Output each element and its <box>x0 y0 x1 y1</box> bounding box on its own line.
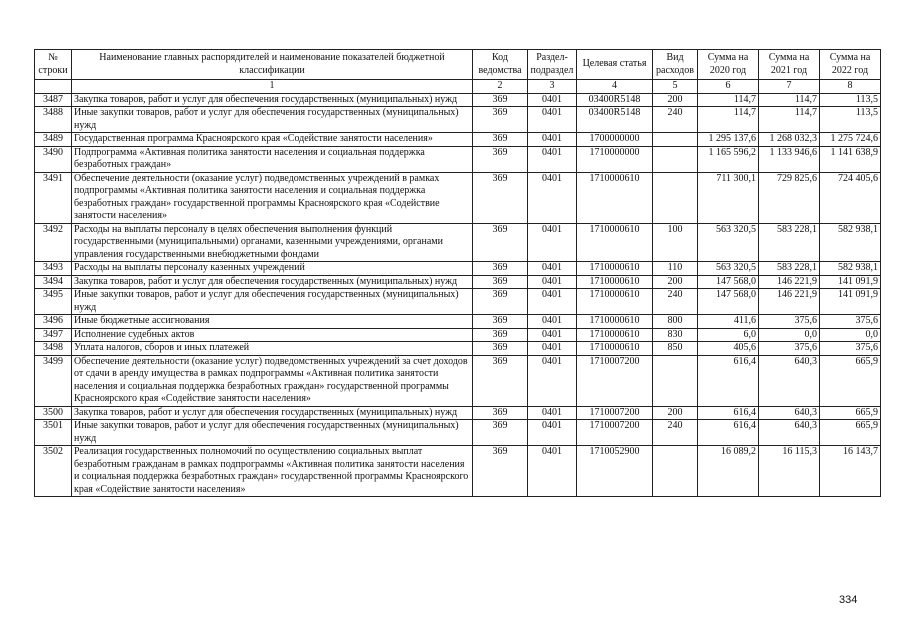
expense-type <box>653 355 698 406</box>
sum-2022: 582 938,1 <box>820 223 881 262</box>
dept-code: 369 <box>473 342 528 356</box>
expense-type: 100 <box>653 223 698 262</box>
sum-2022: 582 938,1 <box>820 262 881 276</box>
sum-2020: 1 165 596,2 <box>698 146 759 172</box>
section-code: 0401 <box>528 446 577 497</box>
sum-2021: 114,7 <box>759 107 820 133</box>
row-name: Закупка товаров, работ и услуг для обеспечения государственных (муниципальных) нужд <box>72 275 473 289</box>
sum-2020: 616,4 <box>698 420 759 446</box>
sum-2022: 665,9 <box>820 406 881 420</box>
table-row <box>35 223 881 262</box>
sum-2020: 405,6 <box>698 342 759 356</box>
section-code: 0401 <box>528 328 577 342</box>
target-item: 1710000610 <box>577 223 653 262</box>
dept-code: 369 <box>473 289 528 315</box>
sum-2020: 1 295 137,6 <box>698 133 759 147</box>
sum-2020: 114,7 <box>698 107 759 133</box>
header-expense-type: Вид расходов <box>653 50 698 80</box>
row-number: 3488 <box>35 107 72 133</box>
target-item: 1710007200 <box>577 406 653 420</box>
row-number: 3490 <box>35 146 72 172</box>
row-name: Иные закупки товаров, работ и услуг для обеспечения государственных (муниципальных) нужд <box>72 107 473 133</box>
expense-type: 200 <box>653 275 698 289</box>
sum-2022: 141 091,9 <box>820 275 881 289</box>
sum-2021: 146 221,9 <box>759 289 820 315</box>
row-name: Расходы на выплаты персоналу казенных учреждений <box>72 262 473 276</box>
dept-code: 369 <box>473 172 528 223</box>
section-code: 0401 <box>528 262 577 276</box>
expense-type: 800 <box>653 315 698 329</box>
sum-2021: 1 133 946,6 <box>759 146 820 172</box>
sum-2020: 563 320,5 <box>698 262 759 276</box>
sum-2021: 16 115,3 <box>759 446 820 497</box>
dept-code: 369 <box>473 223 528 262</box>
column-number: 7 <box>759 80 820 94</box>
table-row <box>35 355 881 406</box>
section-code: 0401 <box>528 420 577 446</box>
row-number: 3496 <box>35 315 72 329</box>
target-item: 1710000610 <box>577 328 653 342</box>
row-name: Реализация государственных полномочий по осуществлению социальных выплат безработным гражданам в рамках подпрограммы «Активная политика занятости населения и социальная поддержка безработных граждан» государственной программы Красноярского края «Содействие занятости населения» <box>72 446 473 497</box>
row-number: 3489 <box>35 133 72 147</box>
sum-2020: 147 568,0 <box>698 289 759 315</box>
column-number: 2 <box>473 80 528 94</box>
row-name: Уплата налогов, сборов и иных платежей <box>72 342 473 356</box>
table-row <box>35 289 881 315</box>
row-name: Государственная программа Красноярского края «Содействие занятости населения» <box>72 133 473 147</box>
sum-2020: 411,6 <box>698 315 759 329</box>
row-name: Закупка товаров, работ и услуг для обеспечения государственных (муниципальных) нужд <box>72 406 473 420</box>
expense-type: 240 <box>653 289 698 315</box>
table-row <box>35 172 881 223</box>
column-number: 1 <box>72 80 473 94</box>
header-sum-2020: Сумма на 2020 год <box>698 50 759 80</box>
sum-2021: 1 268 032,3 <box>759 133 820 147</box>
expense-type: 110 <box>653 262 698 276</box>
header-target-item: Целевая статья <box>577 50 653 80</box>
expense-type: 200 <box>653 406 698 420</box>
target-item: 1710000610 <box>577 315 653 329</box>
page-number: 334 <box>839 594 858 606</box>
header-name: Наименование главных распорядителей и наименование показателей бюджетной классификации <box>72 50 473 80</box>
row-number: 3495 <box>35 289 72 315</box>
dept-code: 369 <box>473 146 528 172</box>
sum-2020: 711 300,1 <box>698 172 759 223</box>
header-dept-code: Код ведомства <box>473 50 528 80</box>
target-item: 03400R5148 <box>577 93 653 107</box>
table-row <box>35 107 881 133</box>
target-item: 1710000000 <box>577 146 653 172</box>
row-name: Закупка товаров, работ и услуг для обеспечения государственных (муниципальных) нужд <box>72 93 473 107</box>
budget-table-sheet <box>34 49 880 497</box>
section-code: 0401 <box>528 275 577 289</box>
sum-2020: 616,4 <box>698 355 759 406</box>
expense-type <box>653 446 698 497</box>
budget-table <box>34 49 881 497</box>
sum-2021: 583 228,1 <box>759 262 820 276</box>
target-item: 1710007200 <box>577 355 653 406</box>
header-section: Раздел-подраздел <box>528 50 577 80</box>
expense-type <box>653 146 698 172</box>
sum-2021: 0,0 <box>759 328 820 342</box>
table-row <box>35 446 881 497</box>
table-row <box>35 420 881 446</box>
row-number: 3497 <box>35 328 72 342</box>
row-number: 3494 <box>35 275 72 289</box>
dept-code: 369 <box>473 446 528 497</box>
sum-2022: 1 141 638,9 <box>820 146 881 172</box>
sum-2020: 616,4 <box>698 406 759 420</box>
sum-2021: 640,3 <box>759 355 820 406</box>
header-row-no: № строки <box>35 50 72 80</box>
sum-2022: 724 405,6 <box>820 172 881 223</box>
table-row <box>35 406 881 420</box>
expense-type <box>653 172 698 223</box>
target-item: 1710000610 <box>577 275 653 289</box>
sum-2022: 1 275 724,6 <box>820 133 881 147</box>
row-name: Иные закупки товаров, работ и услуг для обеспечения государственных (муниципальных) нужд <box>72 289 473 315</box>
dept-code: 369 <box>473 275 528 289</box>
row-name: Иные закупки товаров, работ и услуг для обеспечения государственных (муниципальных) нужд <box>72 420 473 446</box>
column-number: 4 <box>577 80 653 94</box>
dept-code: 369 <box>473 107 528 133</box>
row-name: Обеспечение деятельности (оказание услуг) подведомственных учреждений в рамках подпрограммы «Активная политика занятости населения и социальная поддержка безработных граждан» государственной программы Красноярского края «Содействие занятости населения» <box>72 172 473 223</box>
row-number: 3493 <box>35 262 72 276</box>
dept-code: 369 <box>473 315 528 329</box>
target-item: 1710000610 <box>577 289 653 315</box>
sum-2022: 665,9 <box>820 420 881 446</box>
row-number: 3492 <box>35 223 72 262</box>
expense-type: 850 <box>653 342 698 356</box>
section-code: 0401 <box>528 342 577 356</box>
section-code: 0401 <box>528 107 577 133</box>
sum-2020: 114,7 <box>698 93 759 107</box>
sum-2022: 665,9 <box>820 355 881 406</box>
sum-2022: 375,6 <box>820 342 881 356</box>
table-row <box>35 146 881 172</box>
row-number: 3491 <box>35 172 72 223</box>
dept-code: 369 <box>473 93 528 107</box>
table-row <box>35 315 881 329</box>
table-body <box>35 93 881 497</box>
sum-2021: 146 221,9 <box>759 275 820 289</box>
row-name: Иные бюджетные ассигнования <box>72 315 473 329</box>
sum-2021: 640,3 <box>759 406 820 420</box>
sum-2020: 16 089,2 <box>698 446 759 497</box>
header-sum-2022: Сумма на 2022 год <box>820 50 881 80</box>
sum-2021: 583 228,1 <box>759 223 820 262</box>
row-name: Расходы на выплаты персоналу в целях обеспечения выполнения функций государственными (муниципальными) органами, казенными учреждениями, органами управления государственными внебюджетными фондами <box>72 223 473 262</box>
target-item: 1710000610 <box>577 262 653 276</box>
sum-2021: 375,6 <box>759 315 820 329</box>
sum-2021: 114,7 <box>759 93 820 107</box>
table-row <box>35 342 881 356</box>
dept-code: 369 <box>473 133 528 147</box>
expense-type: 830 <box>653 328 698 342</box>
section-code: 0401 <box>528 289 577 315</box>
sum-2022: 113,5 <box>820 107 881 133</box>
column-number <box>35 80 72 94</box>
expense-type: 240 <box>653 107 698 133</box>
column-number: 3 <box>528 80 577 94</box>
section-code: 0401 <box>528 315 577 329</box>
table-row <box>35 275 881 289</box>
sum-2021: 729 825,6 <box>759 172 820 223</box>
dept-code: 369 <box>473 406 528 420</box>
sum-2021: 375,6 <box>759 342 820 356</box>
row-number: 3500 <box>35 406 72 420</box>
row-number: 3502 <box>35 446 72 497</box>
row-name: Обеспечение деятельности (оказание услуг) подведомственных учреждений за счет доходов от сдачи в аренду имущества в рамках подпрограммы «Активная политика занятости населения и социальная поддержка безработных граждан» государственной программы Красноярского края «Содействие занятости населения» <box>72 355 473 406</box>
section-code: 0401 <box>528 223 577 262</box>
sum-2020: 6,0 <box>698 328 759 342</box>
column-number: 5 <box>653 80 698 94</box>
sum-2020: 563 320,5 <box>698 223 759 262</box>
dept-code: 369 <box>473 355 528 406</box>
table-row <box>35 328 881 342</box>
row-name: Подпрограмма «Активная политика занятости населения и социальная поддержка безработных граждан» <box>72 146 473 172</box>
target-item: 1710007200 <box>577 420 653 446</box>
dept-code: 369 <box>473 262 528 276</box>
header-row <box>35 50 881 80</box>
table-row <box>35 133 881 147</box>
target-item: 03400R5148 <box>577 107 653 133</box>
column-number: 6 <box>698 80 759 94</box>
header-sum-2021: Сумма на 2021 год <box>759 50 820 80</box>
expense-type: 240 <box>653 420 698 446</box>
target-item: 1700000000 <box>577 133 653 147</box>
table-row <box>35 262 881 276</box>
target-item: 1710000610 <box>577 172 653 223</box>
row-number: 3499 <box>35 355 72 406</box>
dept-code: 369 <box>473 420 528 446</box>
row-number: 3501 <box>35 420 72 446</box>
column-number: 8 <box>820 80 881 94</box>
target-item: 1710052900 <box>577 446 653 497</box>
section-code: 0401 <box>528 406 577 420</box>
section-code: 0401 <box>528 93 577 107</box>
sum-2021: 640,3 <box>759 420 820 446</box>
section-code: 0401 <box>528 172 577 223</box>
row-number: 3487 <box>35 93 72 107</box>
column-number-row <box>35 80 881 94</box>
row-name: Исполнение судебных актов <box>72 328 473 342</box>
table-row <box>35 93 881 107</box>
sum-2022: 375,6 <box>820 315 881 329</box>
sum-2022: 0,0 <box>820 328 881 342</box>
expense-type: 200 <box>653 93 698 107</box>
row-number: 3498 <box>35 342 72 356</box>
expense-type <box>653 133 698 147</box>
dept-code: 369 <box>473 328 528 342</box>
sum-2022: 16 143,7 <box>820 446 881 497</box>
sum-2022: 141 091,9 <box>820 289 881 315</box>
section-code: 0401 <box>528 146 577 172</box>
sum-2020: 147 568,0 <box>698 275 759 289</box>
sum-2022: 113,5 <box>820 93 881 107</box>
section-code: 0401 <box>528 355 577 406</box>
section-code: 0401 <box>528 133 577 147</box>
target-item: 1710000610 <box>577 342 653 356</box>
